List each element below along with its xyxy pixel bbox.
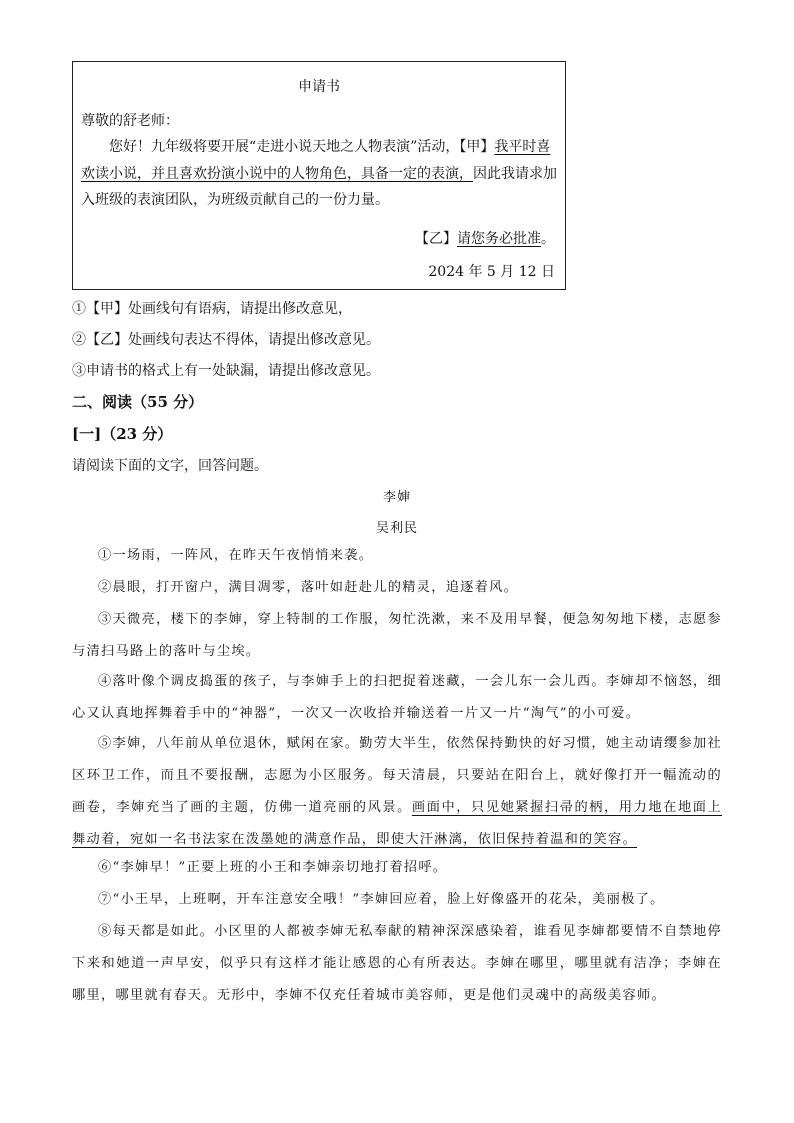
paragraph-6 [72, 852, 722, 884]
paragraph-8 [72, 916, 722, 1012]
yi-period: 。 [541, 231, 555, 247]
sub-section-heading: [一]（23 分） [72, 425, 173, 443]
paragraph-5-text: ⑤李婶，八年前从单位退休，赋闲在家。勤劳大半生，依然保持勤快的好习惯，她主动请缨参加社区环卫工作，而且不要报酬，志愿为小区服务。每天清晨，只要站在阳台上，就好像打开一幅流动的画卷，李婶充当了画的主题，仿佛一道亮丽的风景。 [72, 736, 722, 815]
paragraph-4-text: ④落叶像个调皮捣蛋的孩子，与李婶手上的扫把捉着迷藏，一会儿东一会儿西。李婶却不恼怒，细心又认真地挥舞着手中的“神器”，一次又一次收拾并输送着一片又一片“淘气”的小可爱。 [72, 674, 722, 721]
section-heading: 二、阅读（55 分） [72, 393, 204, 411]
paragraph-1 [72, 540, 722, 572]
question-2: ②【乙】处画线句表达不得体，请提出修改意见。 [72, 332, 380, 348]
application-letter-box [72, 61, 566, 290]
letter-underlined-sentence-yi: 请您务必批准 [457, 231, 541, 247]
paragraph-3-text: ③天微亮，楼下的李婶，穿上特制的工作服，匆忙洗漱，来不及用早餐，便急匆匆地下楼，志愿参与清扫马路上的落叶与尘埃。 [72, 612, 722, 659]
letter-underlined-sentence-jia: 我平时喜欢读小说，并且喜欢扮演小说中的人物角色，具备一定的表演， [81, 139, 551, 182]
paragraph-1-text: ①一场雨，一阵风，在昨天午夜悄悄来袭。 [98, 548, 374, 563]
letter-body-closing: 因此我请求加入班级的表演团队，为班级贡献自己的一份力量。 [81, 165, 557, 208]
paragraph-3 [72, 604, 722, 668]
paragraph-7-text: ⑦“小王早，上班啊，开车注意安全哦！”李婶回应着，脸上好像盛开的花朵，美丽极了。 [98, 892, 665, 907]
paragraph-5-underlined-sentence: 画面中，只见她紧握扫帚的柄，用力地在地面上舞动着，宛如一名书法家在泼墨她的满意作品，即使大汗淋漓，依旧保持着温和的笑容。 [72, 800, 722, 847]
story-title: 李婶 [382, 490, 411, 505]
question-3: ③申请书的格式上有一处缺漏，请提出修改意见。 [72, 363, 380, 379]
letter-title: 申请书 [298, 79, 340, 95]
letter-yi-line [415, 228, 555, 248]
letter-date: 2024 年 5 月 12 日 [428, 264, 555, 280]
paragraph-2-text: ②晨眼，打开窗户，满目凋零，落叶如赶赴儿的精灵，追逐着风。 [98, 580, 519, 595]
paragraph-2 [72, 572, 722, 604]
story-author: 吴利民 [375, 521, 418, 536]
paragraph-4 [72, 666, 722, 730]
yi-label: 【乙】 [415, 231, 457, 247]
question-1: ①【甲】处画线句有语病，请提出修改意见， [72, 301, 352, 317]
letter-greeting: 尊敬的舒老师： [81, 113, 179, 129]
paragraph-7 [72, 884, 722, 916]
letter-body [81, 134, 559, 214]
reading-instruction: 请阅读下面的文字，回答问题。 [72, 458, 268, 474]
paragraph-6-text: ⑥“李婶早！”正要上班的小王和李婶亲切地打着招呼。 [98, 860, 448, 875]
letter-body-intro: 您好！九年级将要开展“走进小说天地之人物表演”活动，【甲】 [109, 139, 495, 155]
paragraph-5 [72, 728, 722, 856]
paragraph-8-text: ⑧每天都是如此。小区里的人都被李婶无私奉献的精神深深感染着，谁看见李婶都要情不自禁地停下来和她道一声早安，似乎只有这样才能让感恩的心有所表达。李婶在哪里，哪里就有洁净；李婶在哪里，哪里就有春天。无形中，李婶不仅充任着城市美容师，更是他们灵魂中的高级美容师。 [72, 924, 722, 1003]
